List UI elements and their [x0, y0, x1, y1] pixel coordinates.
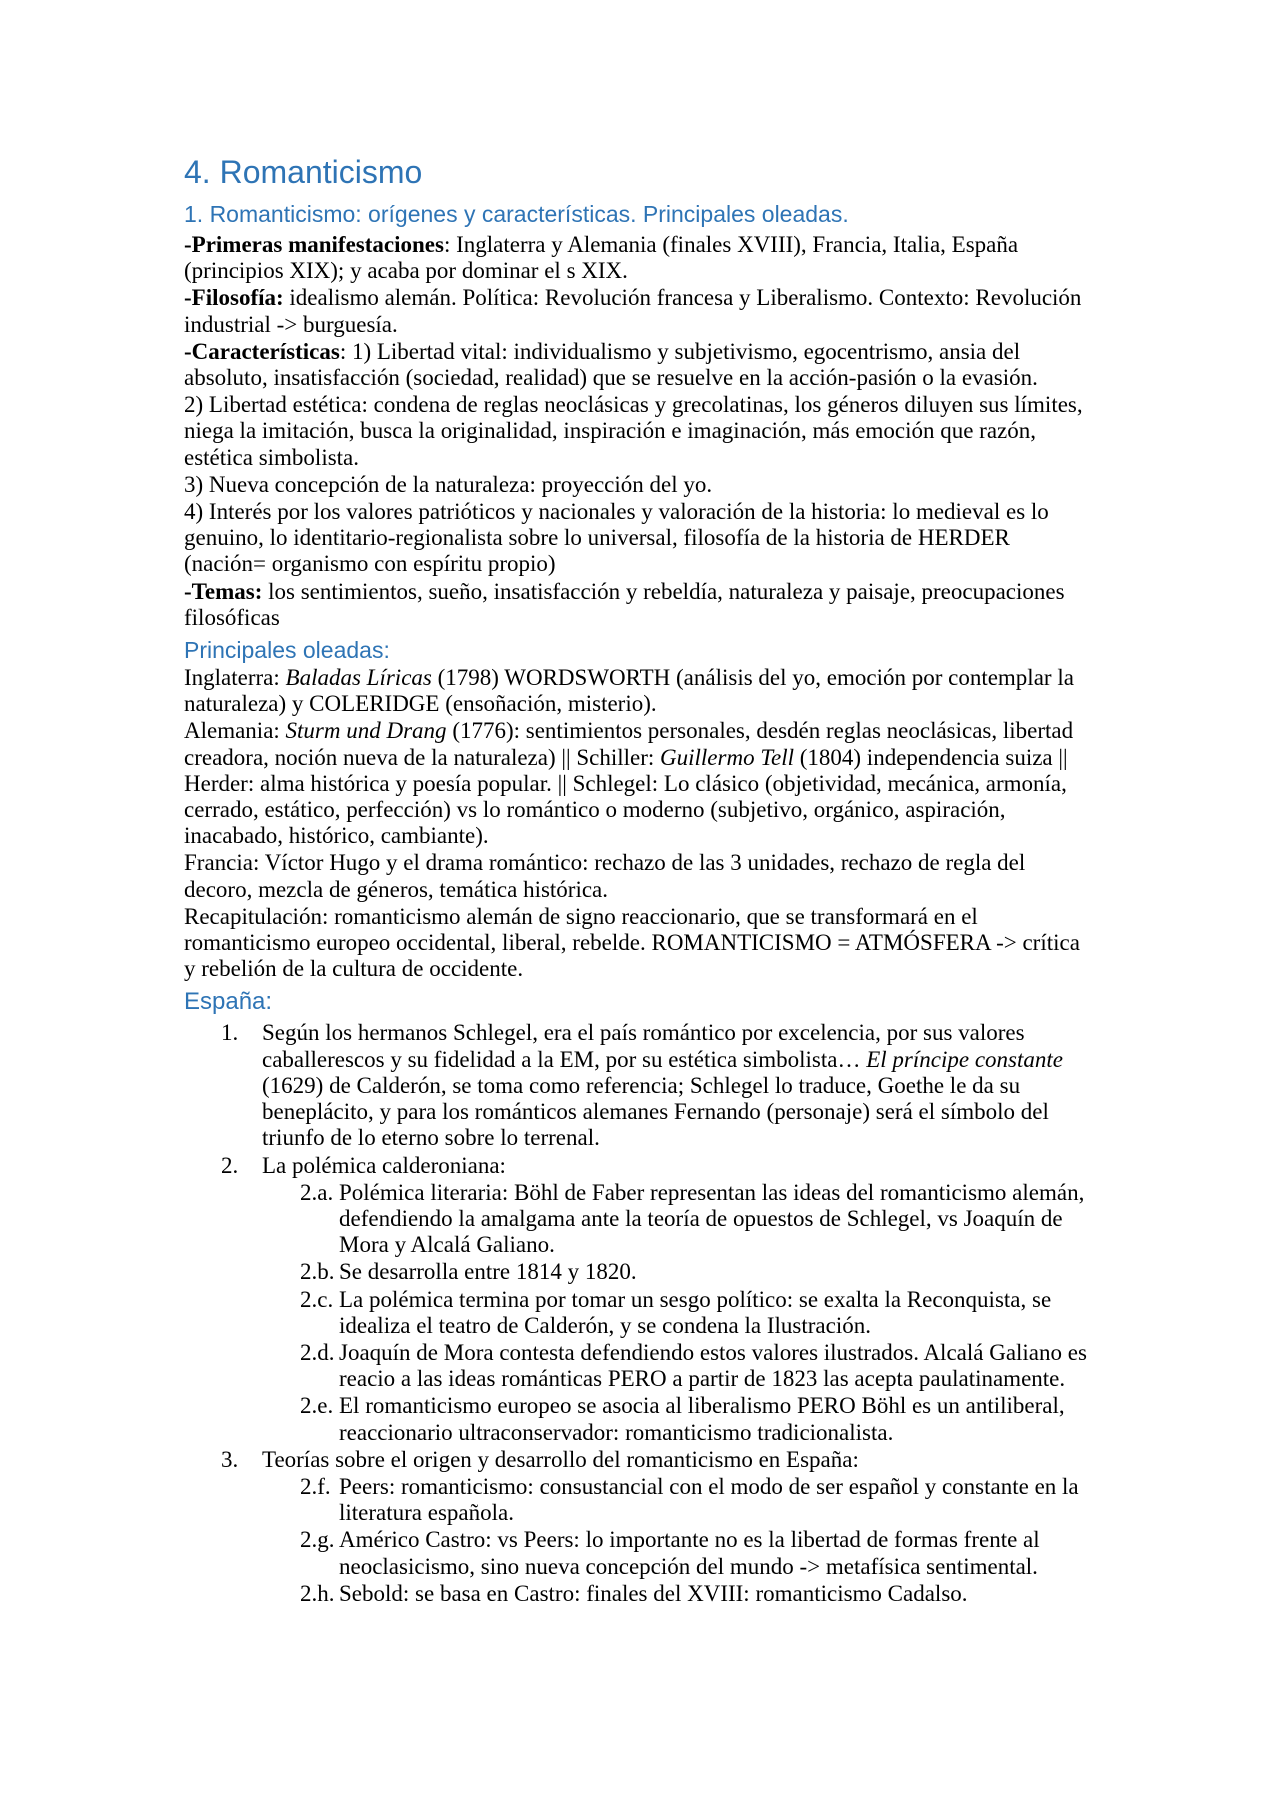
sublist-marker: 2.d. [300, 1339, 335, 1365]
paragraph-interes-historia: 4) Interés por los valores patrióticos y nacionales y valoración de la historia: lo medieval es lo genuino, lo identitario-regionalista sobre lo universal, filosofía de la historia de HERDER (nación= organismo con espíritu propio) [184, 499, 1049, 577]
sublist-item-text: Polémica literaria: Böhl de Faber representan las ideas del romanticismo alemán, defendiendo la amalgama ante la teoría de opuestos de Schlegel, vs Joaquín de Mora y Alcalá Galiano. [339, 1179, 1085, 1258]
list-item [184, 1447, 1096, 1473]
bold-label: -Características [184, 338, 340, 364]
sublist-item-text: Joaquín de Mora contesta defendiendo estos valores ilustrados. Alcalá Galiano es reacio a las ideas románticas PERO a partir de 1823 las acepta paulatinamente. [339, 1339, 1087, 1392]
paragraph-text: Alemania: [184, 718, 286, 744]
sublist-marker: 2.f. [300, 1473, 331, 1499]
paragraph-text: : Inglaterra y Alemania (finales XVIII), Francia, Italia, España (principios XIX); y acaba por dominar el s XIX. [184, 232, 1019, 284]
sublist-item-text: Se desarrolla entre 1814 y 1820. [339, 1259, 637, 1285]
list-marker: 3. [221, 1446, 239, 1472]
sublist-item [184, 1180, 1096, 1259]
subheading-principales-oleadas: Principales oleadas: [184, 637, 390, 664]
paragraph-text: (1798) WORDSWORTH (análisis del yo, emoción por contemplar la naturaleza) y COLERIDGE (ensoñación, misterio). [184, 665, 1074, 717]
paragraph-text: idealismo alemán. Política: Revolución francesa y Liberalismo. Contexto: Revolución industrial -> burguesía. [184, 285, 1082, 337]
sublist-item [184, 1287, 1096, 1339]
list-marker: 2. [221, 1152, 239, 1178]
paragraph-text: Según los hermanos Schlegel, era el país romántico por excelencia, por sus valores caballerescos y su fidelidad a la EM, por su estética simbolista… [262, 1020, 1025, 1072]
paragraph-caracteristicas [184, 339, 1096, 391]
work-title: Baladas Líricas [285, 665, 432, 691]
sublist-marker: 2.c. [300, 1286, 334, 1312]
list-espana [184, 1020, 1096, 1606]
sublist-item-text: Peers: romanticismo: consustancial con el modo de ser español y constante en la literatura española. [339, 1473, 1079, 1526]
sublist-item [184, 1527, 1096, 1579]
sublist-marker: 2.h. [300, 1580, 335, 1606]
paragraph-inglaterra [184, 665, 1096, 717]
paragraph-text: : 1) Libertad vital: individualismo y subjetivismo, egocentrismo, ansia del absoluto, insatisfacción (sociedad, realidad) que se resuelve en la acción-pasión o la evasión. [184, 338, 1038, 391]
sublist-item [184, 1581, 1096, 1607]
list-item [184, 1153, 1096, 1179]
subheading-espana: España: [184, 988, 273, 1016]
sublist-item-text: Sebold: se basa en Castro: finales del XVIII: romanticismo Cadalso. [339, 1580, 968, 1606]
work-title: El príncipe constante [866, 1046, 1063, 1072]
sublist-item [184, 1259, 1096, 1285]
paragraph-recapitulacion: Recapitulación: romanticismo alemán de signo reaccionario, que se transformará en el romanticismo europeo occidental, liberal, rebelde. ROMANTICISMO = ATMÓSFERA -> crítica y rebelión de la cultura de occidente. [184, 903, 1080, 982]
list-item-text: La polémica calderoniana: [262, 1152, 506, 1178]
bold-label: -Temas: [184, 578, 263, 604]
list-item-text [262, 1020, 1096, 1151]
list-item-text: Teorías sobre el origen y desarrollo del romanticismo en España: [262, 1446, 859, 1472]
sublist-marker: 2.a. [300, 1179, 334, 1205]
paragraph-temas [184, 579, 1096, 631]
list-marker: 1. [221, 1020, 239, 1046]
paragraph-text: los sentimientos, sueño, insatisfacción y rebeldía, naturaleza y paisaje, preocupaciones filosóficas [184, 578, 1065, 630]
list-item [184, 1020, 1096, 1151]
sublist-marker: 2.b. [300, 1259, 335, 1285]
sublist-item-text: El romanticismo europeo se asocia al liberalismo PERO Böhl es un antiliberal, reaccionario ultraconservador: romanticismo tradicionalista. [339, 1393, 1065, 1445]
sublist-marker: 2.g. [300, 1527, 335, 1553]
bold-label: -Primeras manifestaciones [184, 232, 444, 257]
sublist-item-text: La polémica termina por tomar un sesgo político: se exalta la Reconquista, se idealiza el teatro de Calderón, y se condena la Ilustración. [339, 1286, 1052, 1338]
paragraph-text: (1776): sentimientos personales, desdén reglas neoclásicas, libertad creadora, noción nueva de la naturaleza) || Schiller: [184, 718, 1074, 770]
paragraph-text: (1804) independencia suiza || Herder: alma histórica y poesía popular. || Schlegel: Lo clásico (objetividad, mecánica, armonía, cerrado, estático, perfección) vs lo romántico o moderno (subjetivo, orgánico, aspiración, inacabado, histórico, cambiante). [184, 744, 1068, 849]
paragraph-text: (1629) de Calderón, se toma como referencia; Schlegel lo traduce, Goethe le da su beneplácito, y para los románticos alemanes Fernando (personaje) será el símbolo del triunfo de lo eterno sobre lo terrenal. [262, 1072, 1049, 1151]
sublist-marker: 2.e. [300, 1393, 334, 1419]
section-heading-origenes: 1. Romanticismo: orígenes y características. Principales oleadas. [184, 201, 849, 227]
paragraph-text: Inglaterra: [184, 665, 286, 691]
paragraph-alemania [184, 718, 1096, 849]
paragraph-filosofia [184, 285, 1096, 337]
document-title: 4. Romanticismo [184, 154, 423, 190]
sublist-item [184, 1340, 1096, 1392]
paragraph-francia: Francia: Víctor Hugo y el drama romántico: rechazo de las 3 unidades, rechazo de regla del decoro, mezcla de géneros, temática histórica. [184, 850, 1026, 902]
work-title: Sturm und Drang [285, 718, 447, 744]
sublist-item [184, 1393, 1096, 1445]
sublist-item-text: Américo Castro: vs Peers: lo importante no es la libertad de formas frente al neoclasicismo, sino nueva concepción del mundo -> metafísica sentimental. [339, 1527, 1040, 1579]
sublist-item [184, 1474, 1096, 1526]
work-title: Guillermo Tell [660, 744, 794, 770]
paragraph-primeras-manifestaciones [184, 232, 1096, 284]
paragraph-libertad-estetica: 2) Libertad estética: condena de reglas neoclásicas y grecolatinas, los géneros diluyen sus límites, niega la imitación, busca la originalidad, inspiración e imaginación, más emoción que razón, estética simbolista. [184, 392, 1083, 470]
bold-label: -Filosofía: [184, 285, 284, 311]
paragraph-naturaleza: 3) Nueva concepción de la naturaleza: proyección del yo. [184, 471, 713, 497]
